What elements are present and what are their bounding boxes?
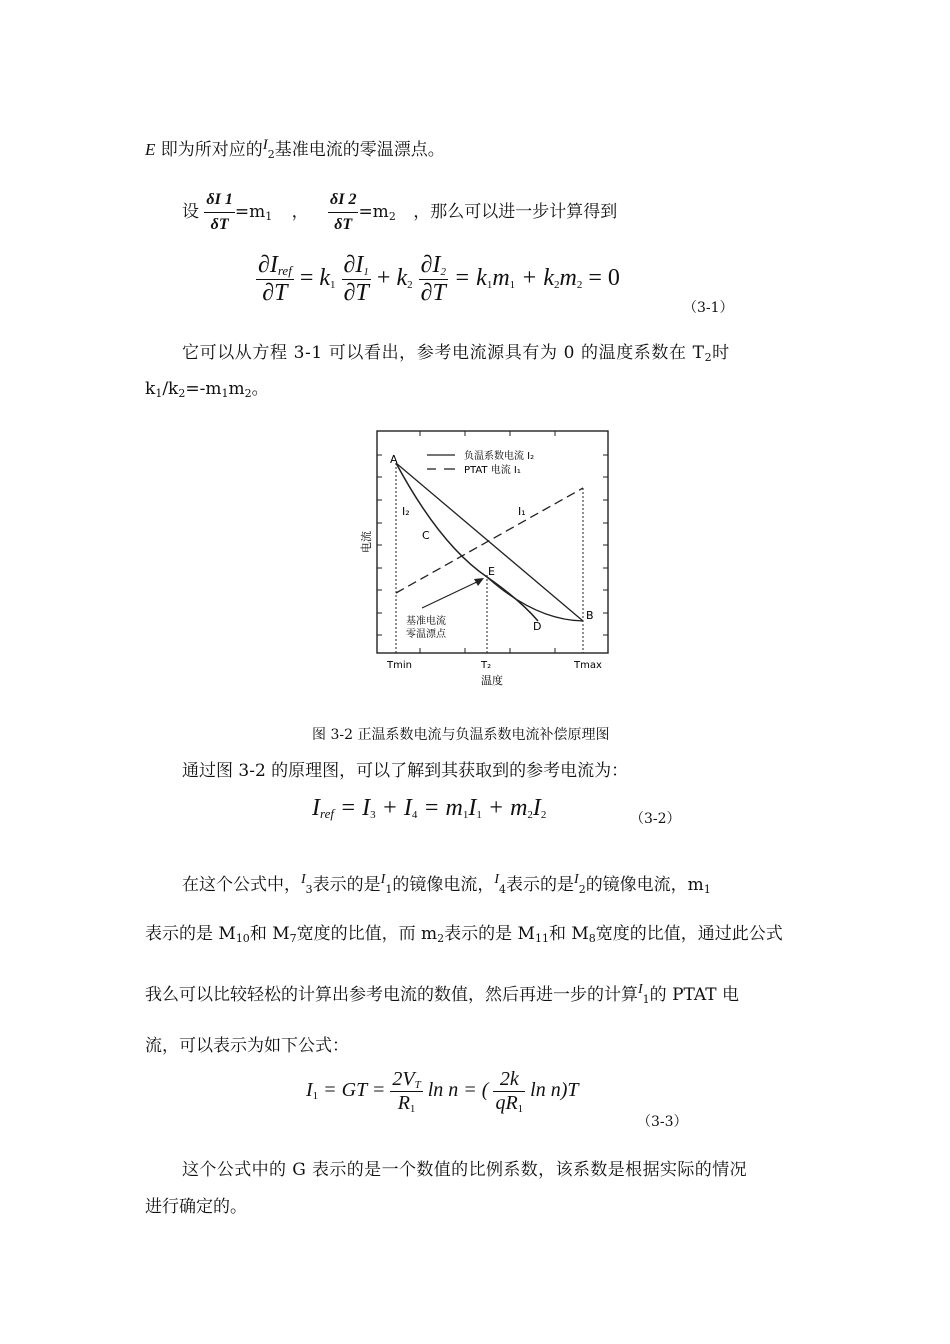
paragraph-line [145,377,269,406]
fraction-di2-dt [328,188,358,237]
fraction-den: δT [210,216,229,233]
var-i2-sub: 2 [267,148,275,161]
text: =-m [185,379,222,399]
eq-k1: k [319,265,331,292]
fraction-2vt-r1 [390,1068,422,1115]
text-sub: 2 [244,387,252,400]
point-label-d: D [533,620,542,633]
text: 和 M [548,924,589,944]
fraction-di2-dt [419,252,448,307]
text: 和 M [249,924,290,944]
text: m [228,379,245,399]
text: 的镜像电流， [392,875,495,895]
fraction-num: δI 1 [204,188,234,213]
eq-sub: ref [320,806,334,821]
eq-part: = I [333,795,371,821]
var: I [494,872,500,887]
eq-sub: 1 [509,279,516,292]
eq-den: R [397,1092,410,1114]
eq-plus-k: + k [515,265,555,292]
eq-num-sub: 2 [440,266,446,278]
var-sub: 1 [642,993,650,1006]
text: k [145,379,156,399]
eq-sub: 1 [462,809,469,821]
text: 表示的是 M [444,924,535,944]
eq-k2: k [396,265,408,292]
eq-sub: 4 [411,809,418,821]
paragraph-line [182,868,711,902]
text-sub: 8 [588,932,596,945]
eq-sub: 2 [576,279,583,292]
eq-sub: 1 [517,1103,524,1115]
eq-num: ∂I [420,252,441,278]
curve-label-i2: I₂ [402,505,410,518]
point-label-c: C [422,529,430,542]
y-axis-label: 电流 [360,531,373,553]
point-label-a: A [390,453,398,466]
var: I [638,982,643,997]
eq-num: ∂I [258,252,278,278]
x-tick-tmax: Tmax [574,660,602,671]
curve-label-i1: I₁ [518,505,526,518]
arrow-line [422,580,481,608]
eq-sub: 2 [527,809,533,821]
eq-sub: 1 [486,279,493,292]
var-sub: 4 [499,883,507,896]
text-sub: 1 [221,387,229,400]
legend-label-2: PTAT 电流 I₁ [464,465,521,476]
text-sub: 2 [178,387,186,400]
annotation-line-1: 基准电流 [406,616,446,627]
text-line-e-zero-drift [145,133,445,167]
var-sub: 3 [305,883,313,896]
paragraph-line: 这个公式中的 G 表示的是一个数值的比例系数，该系数是根据实际的情况 [182,1160,747,1180]
fraction-den: δT [334,216,353,233]
equation-number-3-1: （3-1） [683,300,734,316]
eq-part: I [468,795,477,821]
eq-num-sub: 1 [363,266,369,278]
paragraph-line [145,922,783,951]
var: I [380,872,386,887]
figure-compensation-diagram [360,425,620,690]
text-m2: =m [358,202,389,222]
text: 表示的是 M [145,924,236,944]
text: 在这个公式中， [182,875,301,895]
text: 宽度的比值，通过此公式 [595,924,783,944]
text-suffix: 基准电流的零温漂点。 [274,140,445,160]
eq-part: = m [417,795,463,821]
text: 的镜像电流，m [585,875,704,895]
eq-num: 2V [392,1068,415,1090]
eq-num-sub: ref [277,263,292,278]
equation-number-3-3: （3-3） [637,1114,688,1130]
text: /k [162,379,179,399]
eq-sub: 2 [540,809,547,821]
point-label-b: B [586,609,594,622]
text-line-set-m [182,188,617,237]
var: I [301,872,306,887]
eq-sub: 1 [409,1103,416,1115]
eq-den: ∂T [343,280,369,306]
eq-part: I [532,795,541,821]
text-comma: ， [291,202,309,222]
eq-m: m [492,265,510,292]
eq-part: + I [375,795,412,821]
paragraph-line: 通过图 3-2 的原理图，可以了解到其获取到的参考电流为： [182,761,629,781]
eq-m: m [559,265,577,292]
eq-sub: 1 [312,1090,319,1103]
var-i2: I [262,137,268,153]
paragraph-line [182,341,730,370]
text-m2-sub: 2 [388,210,396,223]
text-she: 设 [182,202,199,222]
line-a-b [396,463,583,621]
var-sub: 2 [578,883,586,896]
paragraph-line: 流，可以表示为如下公式： [145,1036,349,1056]
x-tick-tmin: Tmin [387,660,412,671]
fraction-2k-qr1 [493,1068,525,1115]
equation-3-2 [312,795,546,822]
annotation-line-2: 零温漂点 [406,629,446,640]
eq-sub: T [414,1079,421,1091]
point-label-e: E [488,565,495,578]
text: 表示的是 [506,875,575,895]
eq-part: = GT = [318,1079,391,1102]
text: 它可以从方程 3-1 可以看出，参考电流源具有为 0 的温度系数在 T [182,343,705,363]
fraction-di1-dt [342,252,371,307]
eq-num: ∂I [343,252,364,278]
var-sub: 1 [385,883,393,896]
eq-sub: 3 [370,809,376,821]
fraction-num: δI 2 [328,188,358,213]
text: 。 [251,379,269,399]
eq-rhs: = k [453,265,487,292]
equation-number-3-2: （3-2） [630,811,681,827]
text-tail: ，那么可以进一步计算得到 [413,202,618,222]
text-sub: 2 [704,351,713,364]
eq-plus: + [376,265,391,292]
text-sub: 2 [437,932,445,945]
eq-part: ln n = ( [427,1079,489,1102]
equation-3-3 [306,1068,579,1115]
var-sub: 1 [703,883,711,896]
eq-num: 2k [493,1068,525,1092]
text-sub: 11 [534,932,549,945]
text-sub: 10 [235,932,250,945]
eq-sub: 1 [476,809,482,821]
eq-equals: = [299,265,314,292]
paragraph-line: 进行确定的。 [145,1197,247,1217]
text: 的 PTAT 电 [649,985,740,1005]
var: I [574,872,579,887]
eq-den: qR [495,1092,518,1114]
eq-i: I [306,1079,313,1102]
x-tick-t2: T₂ [481,660,492,671]
eq-part: + m [481,795,528,821]
text: 表示的是 [312,875,381,895]
fraction-di1-dt [204,188,234,237]
text: 时 [712,343,730,363]
fraction-diref-dt [256,252,294,307]
curve-e-b [487,577,583,621]
curve-i2 [396,463,538,621]
figure-caption: 图 3-2 正温系数电流与负温系数电流补偿原理图 [312,727,610,743]
legend-label-1: 负温系数电流 I₂ [464,451,535,462]
text: 我么可以比较轻松的计算出参考电流的数值，然后再进一步的计算 [145,985,638,1005]
text-sub: 7 [289,932,297,945]
text-m1-sub: 1 [265,210,273,223]
eq-den: ∂T [420,280,446,306]
eq-sub: 2 [554,279,560,292]
text-prefix: 即为所对应的 [160,140,263,160]
text-sub: 1 [155,387,163,400]
var-e: E [145,140,156,159]
eq-part: ln n)T [530,1079,579,1102]
eq-i: I [312,795,320,821]
eq-den: ∂T [262,280,288,306]
text-m1: =m [234,202,266,222]
equation-3-1 [256,252,620,307]
x-axis-label: 温度 [481,674,503,687]
eq-k1-sub: 1 [330,279,336,292]
eq-k2-sub: 2 [407,279,413,292]
paragraph-line [145,978,739,1012]
text: 宽度的比值，而 m [296,924,438,944]
eq-end: = 0 [582,265,620,292]
